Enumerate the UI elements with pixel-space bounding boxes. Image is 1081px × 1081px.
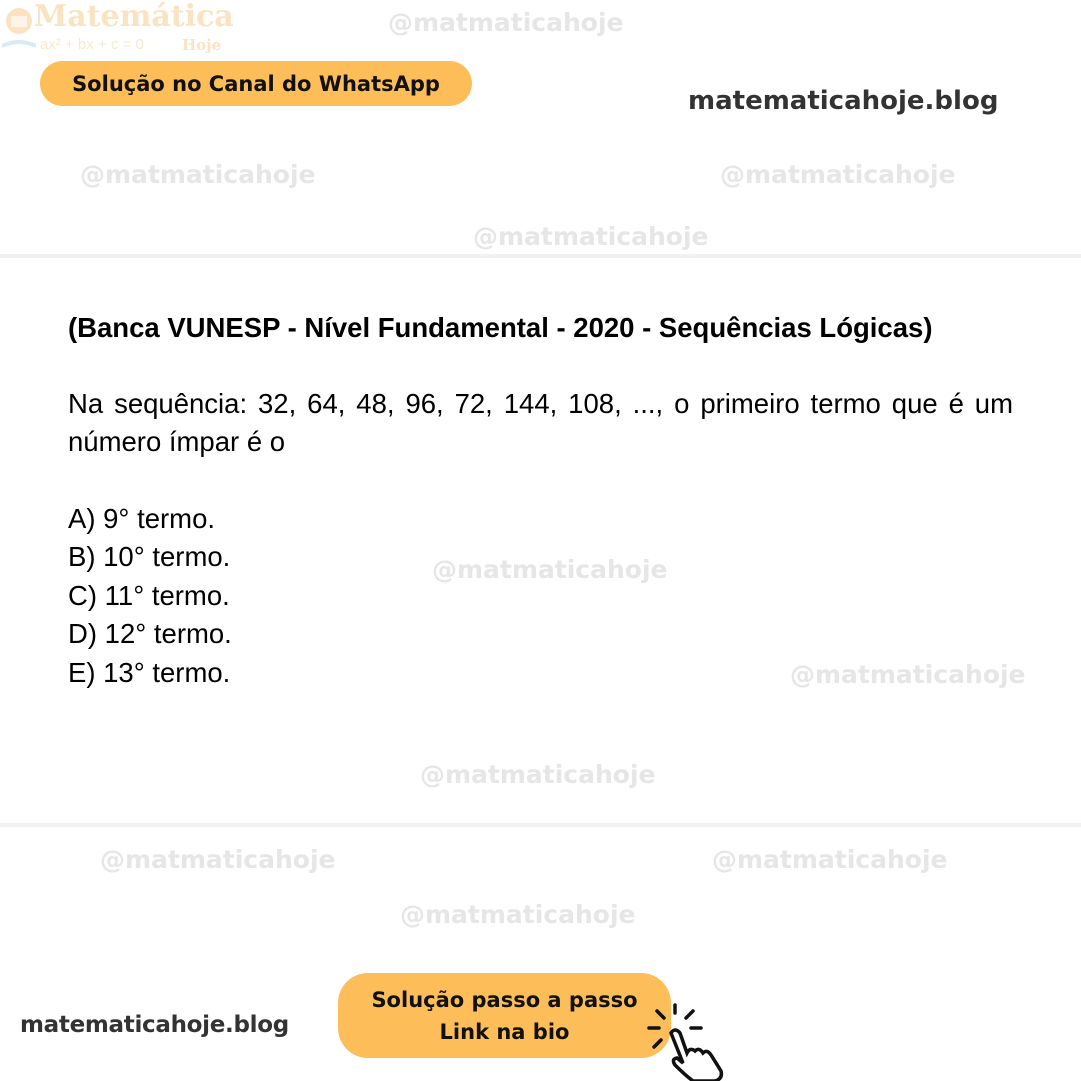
watermark: @matmaticahoje [473, 222, 709, 251]
pointing-hand-click-icon [645, 1003, 730, 1081]
footer-site-url[interactable]: matematicahoje.blog [20, 1012, 289, 1038]
answer-options [68, 500, 1013, 693]
option-a: A) 9° termo. [68, 502, 216, 534]
watermark: @matmaticahoje [420, 760, 656, 789]
question [68, 309, 1013, 692]
divider [0, 254, 1081, 258]
watermark: @matmaticahoje [400, 900, 636, 929]
option-b: B) 10° termo. [68, 541, 231, 572]
divider [0, 823, 1081, 827]
question-statement: Na sequência: 32, 64, 48, 96, 72, 144, 108, ..., o primeiro termo que é um número ímpar é o [68, 387, 1013, 457]
watermark: @matmaticahoje [100, 845, 336, 874]
watermark: @matmaticahoje [790, 660, 1026, 689]
watermark: @matmaticahoje [432, 555, 668, 584]
watermark: @matmaticahoje [80, 160, 316, 189]
option-d: D) 12° termo. [68, 618, 232, 649]
logo-title: Matemática [34, 0, 234, 34]
whatsapp-channel-button[interactable]: Solução no Canal do WhatsApp [40, 61, 472, 106]
link-in-bio-label: Link na bio [439, 1019, 570, 1044]
site-url[interactable]: matematicahoje.blog [688, 86, 999, 116]
option-c: C) 11° termo. [68, 579, 230, 611]
step-by-step-solution-button[interactable] [338, 973, 671, 1058]
map-pin-icon [2, 6, 36, 50]
watermark: @matmaticahoje [720, 160, 956, 189]
solution-label: Solução passo a passo [371, 987, 638, 1012]
question-source: (Banca VUNESP - Nível Fundamental - 2020 - Sequências Lógicas) [68, 312, 933, 343]
logo-formula: ax² + bx + c = 0 [40, 36, 144, 53]
watermark: @matmaticahoje [388, 8, 624, 37]
watermark: @matmaticahoje [712, 845, 948, 874]
logo [2, 0, 234, 56]
option-e: E) 13° termo. [68, 656, 231, 688]
logo-suffix: Hoje [182, 36, 222, 54]
